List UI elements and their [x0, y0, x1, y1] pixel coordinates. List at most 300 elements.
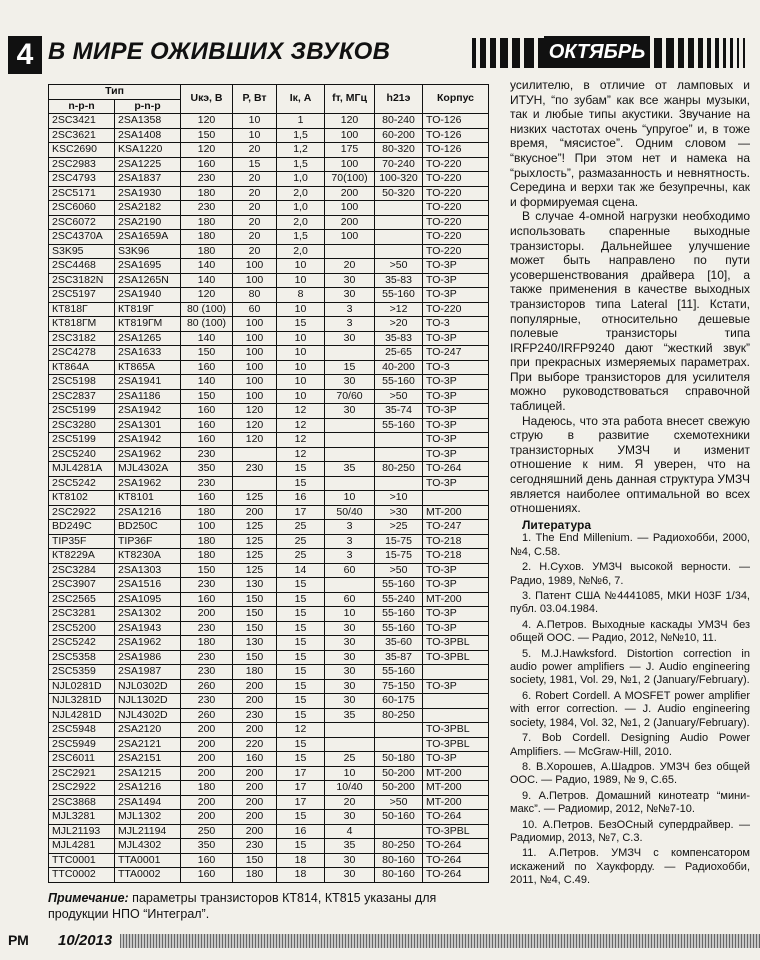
- table-row: [49, 824, 489, 839]
- current-value: 12: [277, 404, 325, 419]
- frequency-value: 25: [325, 752, 375, 767]
- power-value: 20: [233, 201, 277, 216]
- case-value: TO-220: [423, 186, 489, 201]
- uce-value: 200: [181, 723, 233, 738]
- current-value: 1,5: [277, 157, 325, 172]
- table-row: [49, 578, 489, 593]
- npn-type: 2SC2921: [49, 766, 115, 781]
- npn-type: MJL3281: [49, 810, 115, 825]
- frequency-value: 100: [325, 157, 375, 172]
- table-row: [49, 317, 489, 332]
- current-value: 1,0: [277, 201, 325, 216]
- pnp-type: 2SA2190: [115, 215, 181, 230]
- pnp-type: 2SA1303: [115, 563, 181, 578]
- power-value: 200: [233, 781, 277, 796]
- power-value: 125: [233, 534, 277, 549]
- gain-value: [375, 824, 423, 839]
- npn-type: S3K95: [49, 244, 115, 259]
- frequency-value: 30: [325, 288, 375, 303]
- literature-heading: Литература: [522, 517, 592, 532]
- npn-type: 2SC5358: [49, 650, 115, 665]
- gain-value: 75-150: [375, 679, 423, 694]
- pnp-type: 2SA1095: [115, 592, 181, 607]
- pnp-type: 2SA1216: [115, 781, 181, 796]
- pnp-type: 2SA1943: [115, 621, 181, 636]
- case-value: TO-3PBL: [423, 636, 489, 651]
- case-value: TO-3PBL: [423, 824, 489, 839]
- case-value: [423, 665, 489, 680]
- power-value: 120: [233, 418, 277, 433]
- npn-type: КТ818Г: [49, 302, 115, 317]
- power-value: 20: [233, 230, 277, 245]
- gain-value: 35-83: [375, 331, 423, 346]
- pnp-type: 2SA2120: [115, 723, 181, 738]
- uce-value: 180: [181, 549, 233, 564]
- uce-value: 140: [181, 273, 233, 288]
- gain-value: 60-175: [375, 694, 423, 709]
- power-value: 200: [233, 766, 277, 781]
- power-value: 125: [233, 549, 277, 564]
- frequency-value: 60: [325, 592, 375, 607]
- uce-value: 180: [181, 781, 233, 796]
- npn-type: 2SC5197: [49, 288, 115, 303]
- npn-type: 2SC4793: [49, 172, 115, 187]
- pnp-type: 2SA1633: [115, 346, 181, 361]
- current-value: 18: [277, 868, 325, 883]
- case-value: TO-220: [423, 244, 489, 259]
- case-value: MT-200: [423, 781, 489, 796]
- case-value: TO-3: [423, 317, 489, 332]
- npn-type: 2SC2922: [49, 781, 115, 796]
- frequency-value: 3: [325, 520, 375, 535]
- uce-value: 150: [181, 389, 233, 404]
- reference-item: 1. The End Millenium. — Радиохобби, 2000, №4, С.58.: [510, 532, 750, 558]
- frequency-value: [325, 723, 375, 738]
- case-value: TO-3PBL: [423, 737, 489, 752]
- frequency-value: 100: [325, 128, 375, 143]
- frequency-value: 3: [325, 317, 375, 332]
- case-value: TO-264: [423, 839, 489, 854]
- uce-value: 200: [181, 810, 233, 825]
- frequency-value: 4: [325, 824, 375, 839]
- pnp-type: 2SA1659A: [115, 230, 181, 245]
- table-row: [49, 143, 489, 158]
- frequency-value: [325, 244, 375, 259]
- table-row: [49, 418, 489, 433]
- pnp-type: 2SA1986: [115, 650, 181, 665]
- table-row: [49, 592, 489, 607]
- uce-value: 230: [181, 650, 233, 665]
- power-value: 150: [233, 650, 277, 665]
- table-row: [49, 708, 489, 723]
- page-footer: [0, 930, 760, 954]
- header-gain: h21э: [375, 85, 423, 114]
- reference-item: 7. Bob Cordell. Designing Audio Power Amplifiers. — McGraw-Hill, 2010.: [510, 732, 750, 758]
- uce-value: 230: [181, 578, 233, 593]
- npn-type: 2SC5199: [49, 433, 115, 448]
- power-value: 130: [233, 636, 277, 651]
- frequency-value: 200: [325, 186, 375, 201]
- npn-type: TIP35F: [49, 534, 115, 549]
- page-number: 4: [8, 36, 42, 74]
- pnp-type: КТ819ГМ: [115, 317, 181, 332]
- frequency-value: 20: [325, 795, 375, 810]
- current-value: 15: [277, 650, 325, 665]
- reference-item: 8. В.Хорошев, А.Шадров. УМЗЧ без общей ООС. — Радио, 1989, № 9, С.65.: [510, 760, 750, 787]
- gain-value: 80-320: [375, 143, 423, 158]
- frequency-value: [325, 346, 375, 361]
- uce-value: 180: [181, 186, 233, 201]
- gain-value: 70-240: [375, 157, 423, 172]
- power-value: 100: [233, 346, 277, 361]
- power-value: 200: [233, 795, 277, 810]
- frequency-value: 30: [325, 273, 375, 288]
- uce-value: 200: [181, 752, 233, 767]
- pnp-type: 2SA1962: [115, 447, 181, 462]
- frequency-value: 15: [325, 360, 375, 375]
- gain-value: 80-160: [375, 853, 423, 868]
- power-value: 100: [233, 360, 277, 375]
- case-value: TO-3P: [423, 621, 489, 636]
- case-value: TO-3P: [423, 259, 489, 274]
- current-value: 15: [277, 708, 325, 723]
- frequency-value: 100: [325, 201, 375, 216]
- uce-value: 160: [181, 491, 233, 506]
- uce-value: 200: [181, 795, 233, 810]
- uce-value: 230: [181, 621, 233, 636]
- uce-value: 230: [181, 694, 233, 709]
- uce-value: 120: [181, 114, 233, 129]
- gain-value: 100-320: [375, 172, 423, 187]
- current-value: 25: [277, 549, 325, 564]
- header-frequency: fт, МГц: [325, 85, 375, 114]
- table-row: [49, 201, 489, 216]
- uce-value: 160: [181, 157, 233, 172]
- uce-value: 250: [181, 824, 233, 839]
- pnp-type: 2SA1962: [115, 476, 181, 491]
- case-value: MT-200: [423, 795, 489, 810]
- current-value: 10: [277, 375, 325, 390]
- frequency-value: 35: [325, 462, 375, 477]
- table-row: [49, 157, 489, 172]
- gain-value: 60-200: [375, 128, 423, 143]
- table-row: [49, 259, 489, 274]
- gain-value: 80-250: [375, 708, 423, 723]
- gain-value: 55-160: [375, 288, 423, 303]
- uce-value: 80 (100): [181, 317, 233, 332]
- case-value: MT-200: [423, 592, 489, 607]
- decorative-bars-right: [654, 38, 745, 68]
- current-value: 1: [277, 114, 325, 129]
- table-row: [49, 839, 489, 854]
- case-value: TO-3P: [423, 273, 489, 288]
- pnp-type: 2SA1494: [115, 795, 181, 810]
- npn-type: КТ8229А: [49, 549, 115, 564]
- power-value: 100: [233, 273, 277, 288]
- frequency-value: 10: [325, 607, 375, 622]
- gain-value: 35-74: [375, 404, 423, 419]
- header-case: Корпус: [423, 85, 489, 114]
- gain-value: [375, 215, 423, 230]
- npn-type: 2SC2983: [49, 157, 115, 172]
- gain-value: 50-320: [375, 186, 423, 201]
- table-row: [49, 404, 489, 419]
- npn-type: 2SC5948: [49, 723, 115, 738]
- pnp-type: 2SA1215: [115, 766, 181, 781]
- npn-type: КТ8102: [49, 491, 115, 506]
- case-value: TO-3PBL: [423, 723, 489, 738]
- power-value: 100: [233, 331, 277, 346]
- current-value: 15: [277, 810, 325, 825]
- power-value: 200: [233, 723, 277, 738]
- case-value: TO-220: [423, 230, 489, 245]
- pnp-type: 2SA2121: [115, 737, 181, 752]
- npn-type: 2SC3868: [49, 795, 115, 810]
- case-value: TO-126: [423, 128, 489, 143]
- current-value: 12: [277, 447, 325, 462]
- current-value: 10: [277, 346, 325, 361]
- pnp-type: 2SA1930: [115, 186, 181, 201]
- table-row: [49, 694, 489, 709]
- gain-value: [375, 230, 423, 245]
- uce-value: 160: [181, 853, 233, 868]
- frequency-value: [325, 476, 375, 491]
- power-value: 60: [233, 302, 277, 317]
- pnp-type: КТ8101: [115, 491, 181, 506]
- case-value: TO-126: [423, 114, 489, 129]
- power-value: 200: [233, 810, 277, 825]
- case-value: TO-3: [423, 360, 489, 375]
- frequency-value: 60: [325, 563, 375, 578]
- case-value: TO-3P: [423, 288, 489, 303]
- npn-type: 2SC5199: [49, 404, 115, 419]
- table-row: [49, 172, 489, 187]
- table-row: [49, 679, 489, 694]
- power-value: 10: [233, 114, 277, 129]
- power-value: 230: [233, 839, 277, 854]
- npn-type: 2SC3284: [49, 563, 115, 578]
- case-value: TO-3P: [423, 752, 489, 767]
- table-row: [49, 331, 489, 346]
- pnp-type: TTA0001: [115, 853, 181, 868]
- power-value: 20: [233, 244, 277, 259]
- header-npn: n-p-n: [49, 99, 115, 114]
- npn-type: KSC2690: [49, 143, 115, 158]
- power-value: 220: [233, 737, 277, 752]
- table-row: [49, 665, 489, 680]
- uce-value: 160: [181, 360, 233, 375]
- uce-value: 150: [181, 346, 233, 361]
- table-row: [49, 128, 489, 143]
- uce-value: 120: [181, 143, 233, 158]
- reference-item: 3. Патент США №4441085, МКИ H03F 1/34, публ. 03.04.1984.: [510, 590, 750, 616]
- issue-number: 10/2013: [58, 932, 113, 949]
- current-value: 25: [277, 520, 325, 535]
- frequency-value: 3: [325, 534, 375, 549]
- gain-value: >12: [375, 302, 423, 317]
- gain-value: >30: [375, 505, 423, 520]
- frequency-value: 30: [325, 331, 375, 346]
- current-value: 1,5: [277, 128, 325, 143]
- reference-item: 10. А.Петров. БезОСный супердрайвер. — Радиомир, 2013, №7, С.3.: [510, 818, 750, 844]
- article-paragraph: усилителю, в отличие от ламповых и ИТУН, “по зубам” как все жанры музыки, так и любые типы акустики. Звучание на низких частотах очень “упругое” и, в тоже время, “мясистое”. Одним словом — “вкусное”! При этом нет и намека на “рыхлость”, размазанность и невнятность. Середина и верхи так же безупречны, как и формируемая сцена.: [510, 78, 750, 209]
- case-value: TO-3P: [423, 404, 489, 419]
- npn-type: 2SC3281: [49, 607, 115, 622]
- uce-value: 200: [181, 737, 233, 752]
- frequency-value: 30: [325, 621, 375, 636]
- case-value: TO-264: [423, 868, 489, 883]
- uce-value: 80 (100): [181, 302, 233, 317]
- npn-type: 2SC4370A: [49, 230, 115, 245]
- frequency-value: [325, 433, 375, 448]
- power-value: 160: [233, 752, 277, 767]
- gain-value: 50-180: [375, 752, 423, 767]
- current-value: 15: [277, 752, 325, 767]
- footer-stripe: [120, 934, 760, 948]
- gain-value: >50: [375, 259, 423, 274]
- pnp-type: 2SA1265N: [115, 273, 181, 288]
- pnp-type: KSA1220: [115, 143, 181, 158]
- current-value: 15: [277, 694, 325, 709]
- table-row: [49, 476, 489, 491]
- current-value: 15: [277, 592, 325, 607]
- power-value: 20: [233, 172, 277, 187]
- gain-value: 35-87: [375, 650, 423, 665]
- table-row: [49, 186, 489, 201]
- current-value: 2,0: [277, 215, 325, 230]
- table-row: [49, 766, 489, 781]
- npn-type: 2SC6060: [49, 201, 115, 216]
- frequency-value: 30: [325, 636, 375, 651]
- gain-value: 55-160: [375, 665, 423, 680]
- current-value: 15: [277, 462, 325, 477]
- npn-type: 2SC2837: [49, 389, 115, 404]
- npn-type: 2SC5949: [49, 737, 115, 752]
- table-row: [49, 853, 489, 868]
- case-value: TO-220: [423, 157, 489, 172]
- uce-value: 260: [181, 708, 233, 723]
- frequency-value: 30: [325, 375, 375, 390]
- pnp-type: 2SA1265: [115, 331, 181, 346]
- power-value: [233, 447, 277, 462]
- npn-type: 2SC6011: [49, 752, 115, 767]
- uce-value: 230: [181, 447, 233, 462]
- case-value: TO-220: [423, 201, 489, 216]
- table-row: [49, 244, 489, 259]
- npn-type: КТ864А: [49, 360, 115, 375]
- uce-value: 180: [181, 215, 233, 230]
- frequency-value: 30: [325, 404, 375, 419]
- pnp-type: NJL1302D: [115, 694, 181, 709]
- frequency-value: 30: [325, 650, 375, 665]
- power-value: 100: [233, 375, 277, 390]
- uce-value: 230: [181, 201, 233, 216]
- power-value: 10: [233, 128, 277, 143]
- current-value: 12: [277, 433, 325, 448]
- gain-value: 55-240: [375, 592, 423, 607]
- gain-value: [375, 723, 423, 738]
- npn-type: 2SC5200: [49, 621, 115, 636]
- case-value: TO-218: [423, 534, 489, 549]
- frequency-value: 100: [325, 230, 375, 245]
- header-uce: Uкэ, В: [181, 85, 233, 114]
- uce-value: 160: [181, 433, 233, 448]
- table-row: [49, 534, 489, 549]
- gain-value: 55-160: [375, 418, 423, 433]
- gain-value: 25-65: [375, 346, 423, 361]
- npn-type: NJL0281D: [49, 679, 115, 694]
- frequency-value: 10: [325, 766, 375, 781]
- npn-type: 2SC3280: [49, 418, 115, 433]
- power-value: 100: [233, 389, 277, 404]
- frequency-value: [325, 578, 375, 593]
- power-value: 100: [233, 259, 277, 274]
- uce-value: 140: [181, 375, 233, 390]
- npn-type: 2SC3182N: [49, 273, 115, 288]
- case-value: TO-3P: [423, 679, 489, 694]
- gain-value: >20: [375, 317, 423, 332]
- section-title: В МИРЕ ОЖИВШИХ ЗВУКОВ: [48, 38, 391, 65]
- case-value: TO-220: [423, 172, 489, 187]
- pnp-type: 2SA1516: [115, 578, 181, 593]
- gain-value: 55-160: [375, 375, 423, 390]
- page-header: [0, 0, 760, 78]
- npn-type: 2SC5242: [49, 476, 115, 491]
- uce-value: 120: [181, 288, 233, 303]
- current-value: 2,0: [277, 244, 325, 259]
- reference-item: 2. Н.Сухов. УМЗЧ высокой верности. — Радио, 1989, №№6, 7.: [510, 561, 750, 587]
- frequency-value: 3: [325, 549, 375, 564]
- pnp-type: 2SA1225: [115, 157, 181, 172]
- current-value: 15: [277, 317, 325, 332]
- note-text: параметры транзисторов КТ814, КТ815 указаны для продукции НПО “Интеграл”.: [48, 891, 437, 921]
- power-value: 230: [233, 708, 277, 723]
- uce-value: 160: [181, 592, 233, 607]
- case-value: TO-264: [423, 462, 489, 477]
- transistor-table: [48, 84, 489, 883]
- current-value: 1,0: [277, 172, 325, 187]
- current-value: 8: [277, 288, 325, 303]
- frequency-value: [325, 418, 375, 433]
- gain-value: 55-160: [375, 607, 423, 622]
- gain-value: 35-83: [375, 273, 423, 288]
- current-value: 17: [277, 781, 325, 796]
- uce-value: 230: [181, 665, 233, 680]
- gain-value: [375, 447, 423, 462]
- table-row: [49, 491, 489, 506]
- gain-value: 80-250: [375, 839, 423, 854]
- frequency-value: 120: [325, 114, 375, 129]
- header-pnp: p-n-p: [115, 99, 181, 114]
- article-paragraph: В случае 4-омной нагрузки необходимо использовать спаренные выходные транзисторы. Дальнейшее улучшение может быть направлено по пути усовершенствования драйвера [10], а также применения в качестве выходных транзисторов типа Lateral [11]. Кстати, популярные, относительно дешевые полевые транзисторы типа IRFP240/IRFP9240 дают “жесткий звук” при прекрасных измеряемых параметрах. При выборе транзисторов для усилителя можно руководствоваться справочной таблицей.: [510, 209, 750, 414]
- pnp-type: S3K96: [115, 244, 181, 259]
- case-value: TO-3P: [423, 447, 489, 462]
- frequency-value: 20: [325, 259, 375, 274]
- npn-type: 2SC5359: [49, 665, 115, 680]
- power-value: 230: [233, 462, 277, 477]
- pnp-type: 2SA1216: [115, 505, 181, 520]
- case-value: MT-200: [423, 766, 489, 781]
- table-row: [49, 723, 489, 738]
- power-value: 125: [233, 563, 277, 578]
- case-value: [423, 694, 489, 709]
- gain-value: 50-200: [375, 781, 423, 796]
- frequency-value: 30: [325, 868, 375, 883]
- case-value: TO-264: [423, 853, 489, 868]
- current-value: 16: [277, 824, 325, 839]
- gain-value: 50-200: [375, 766, 423, 781]
- current-value: 17: [277, 766, 325, 781]
